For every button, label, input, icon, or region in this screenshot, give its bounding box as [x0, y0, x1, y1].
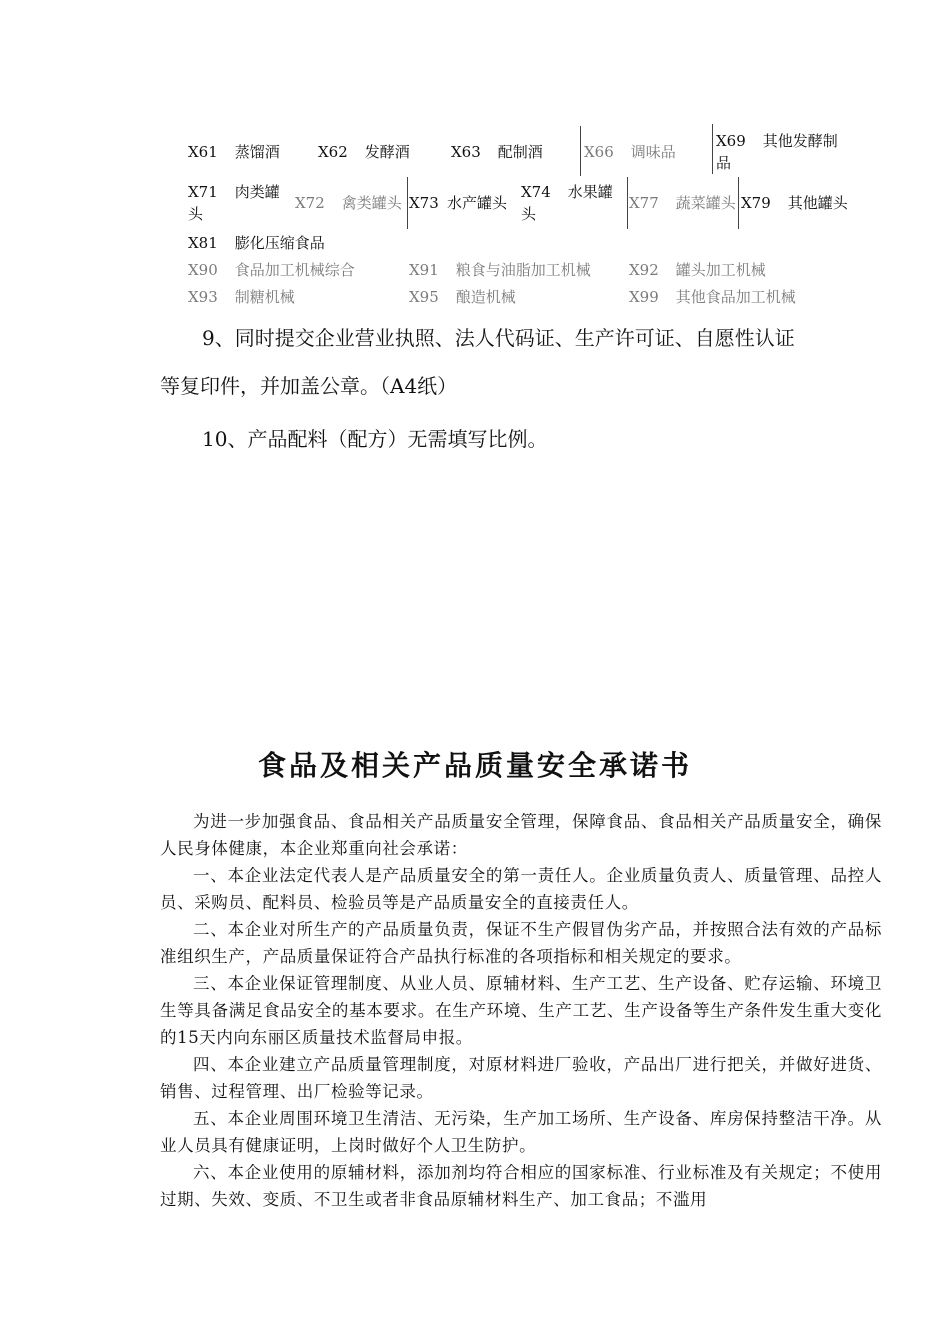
pledge-body	[160, 808, 882, 1213]
code-entry-x72: X72 禽类罐头	[295, 194, 402, 212]
code-entry-x74: X74 水果罐 头	[521, 183, 613, 223]
code-entry-x92: X92 罐头加工机械	[629, 261, 766, 279]
code-entry-x66: X66 调味品	[584, 143, 676, 161]
pledge-paragraph: 六、本企业使用的原辅材料，添加剂均符合相应的国家标准、行业标准及有关规定；不使用过期、失效、变质、不卫生或者非食品原辅材料生产、加工食品；不滥用	[160, 1163, 882, 1209]
code-entry-x61: X61 蒸馏酒	[188, 143, 280, 161]
code-entry-x91: X91 粮食与油脂加工机械	[409, 261, 591, 279]
note-item-9-line1: 9、同时提交企业营业执照、法人代码证、生产许可证、自愿性认证	[202, 326, 795, 350]
table-divider	[738, 177, 739, 229]
code-entry-x95: X95 酿造机械	[409, 288, 516, 306]
code-entry-x73: X73 水产罐头	[409, 194, 508, 212]
note-item-9-line2: 等复印件，并加盖公章。（A4纸）	[160, 374, 458, 398]
code-entry-x99: X99 其他食品加工机械	[629, 288, 796, 306]
code-entry-x62: X62 发酵酒	[318, 143, 410, 161]
pledge-paragraph: 二、本企业对所生产的产品质量负责，保证不生产假冒伪劣产品，并按照合法有效的产品标准组织生产，产品质量保证符合产品执行标准的各项指标和相关规定的要求。	[160, 920, 882, 966]
note-item-10: 10、产品配料（配方）无需填写比例。	[202, 427, 548, 451]
pledge-paragraph: 一、本企业法定代表人是产品质量安全的第一责任人。企业质量负责人、质量管理、品控人员、采购员、配料员、检验员等是产品质量安全的直接责任人。	[160, 866, 882, 912]
pledge-paragraph: 五、本企业周围环境卫生清洁、无污染，生产加工场所、生产设备、库房保持整洁干净。从业人员具有健康证明，上岗时做好个人卫生防护。	[160, 1109, 882, 1155]
code-entry-x63: X63 配制酒	[451, 143, 543, 161]
code-entry-x90: X90 食品加工机械综合	[188, 261, 355, 279]
pledge-paragraph: 三、本企业保证管理制度、从业人员、原辅材料、生产工艺、生产设备、贮存运输、环境卫生等具备满足食品安全的基本要求。在生产环境、生产工艺、生产设备等生产条件发生重大变化的15天内向东丽区质量技术监督局申报。	[160, 974, 882, 1047]
code-entry-x77: X77 蔬菜罐头	[629, 194, 736, 212]
code-entry-x69: X69 其他发酵制 品	[716, 132, 838, 172]
table-divider	[580, 126, 581, 176]
table-divider	[407, 177, 408, 229]
code-entry-x93: X93 制糖机械	[188, 288, 295, 306]
pledge-title: 食品及相关产品质量安全承诺书	[257, 749, 692, 782]
code-entry-x71: X71 肉类罐 头	[188, 183, 280, 223]
table-divider	[627, 177, 628, 229]
pledge-paragraph: 四、本企业建立产品质量管理制度，对原材料进厂验收，产品出厂进行把关，并做好进货、销售、过程管理、出厂检验等记录。	[160, 1055, 882, 1101]
table-divider	[712, 124, 713, 174]
code-entry-x81: X81 膨化压缩食品	[188, 234, 325, 252]
code-entry-x79: X79 其他罐头	[741, 194, 848, 212]
pledge-paragraph: 为进一步加强食品、食品相关产品质量安全管理，保障食品、食品相关产品质量安全，确保人民身体健康，本企业郑重向社会承诺：	[160, 812, 882, 858]
